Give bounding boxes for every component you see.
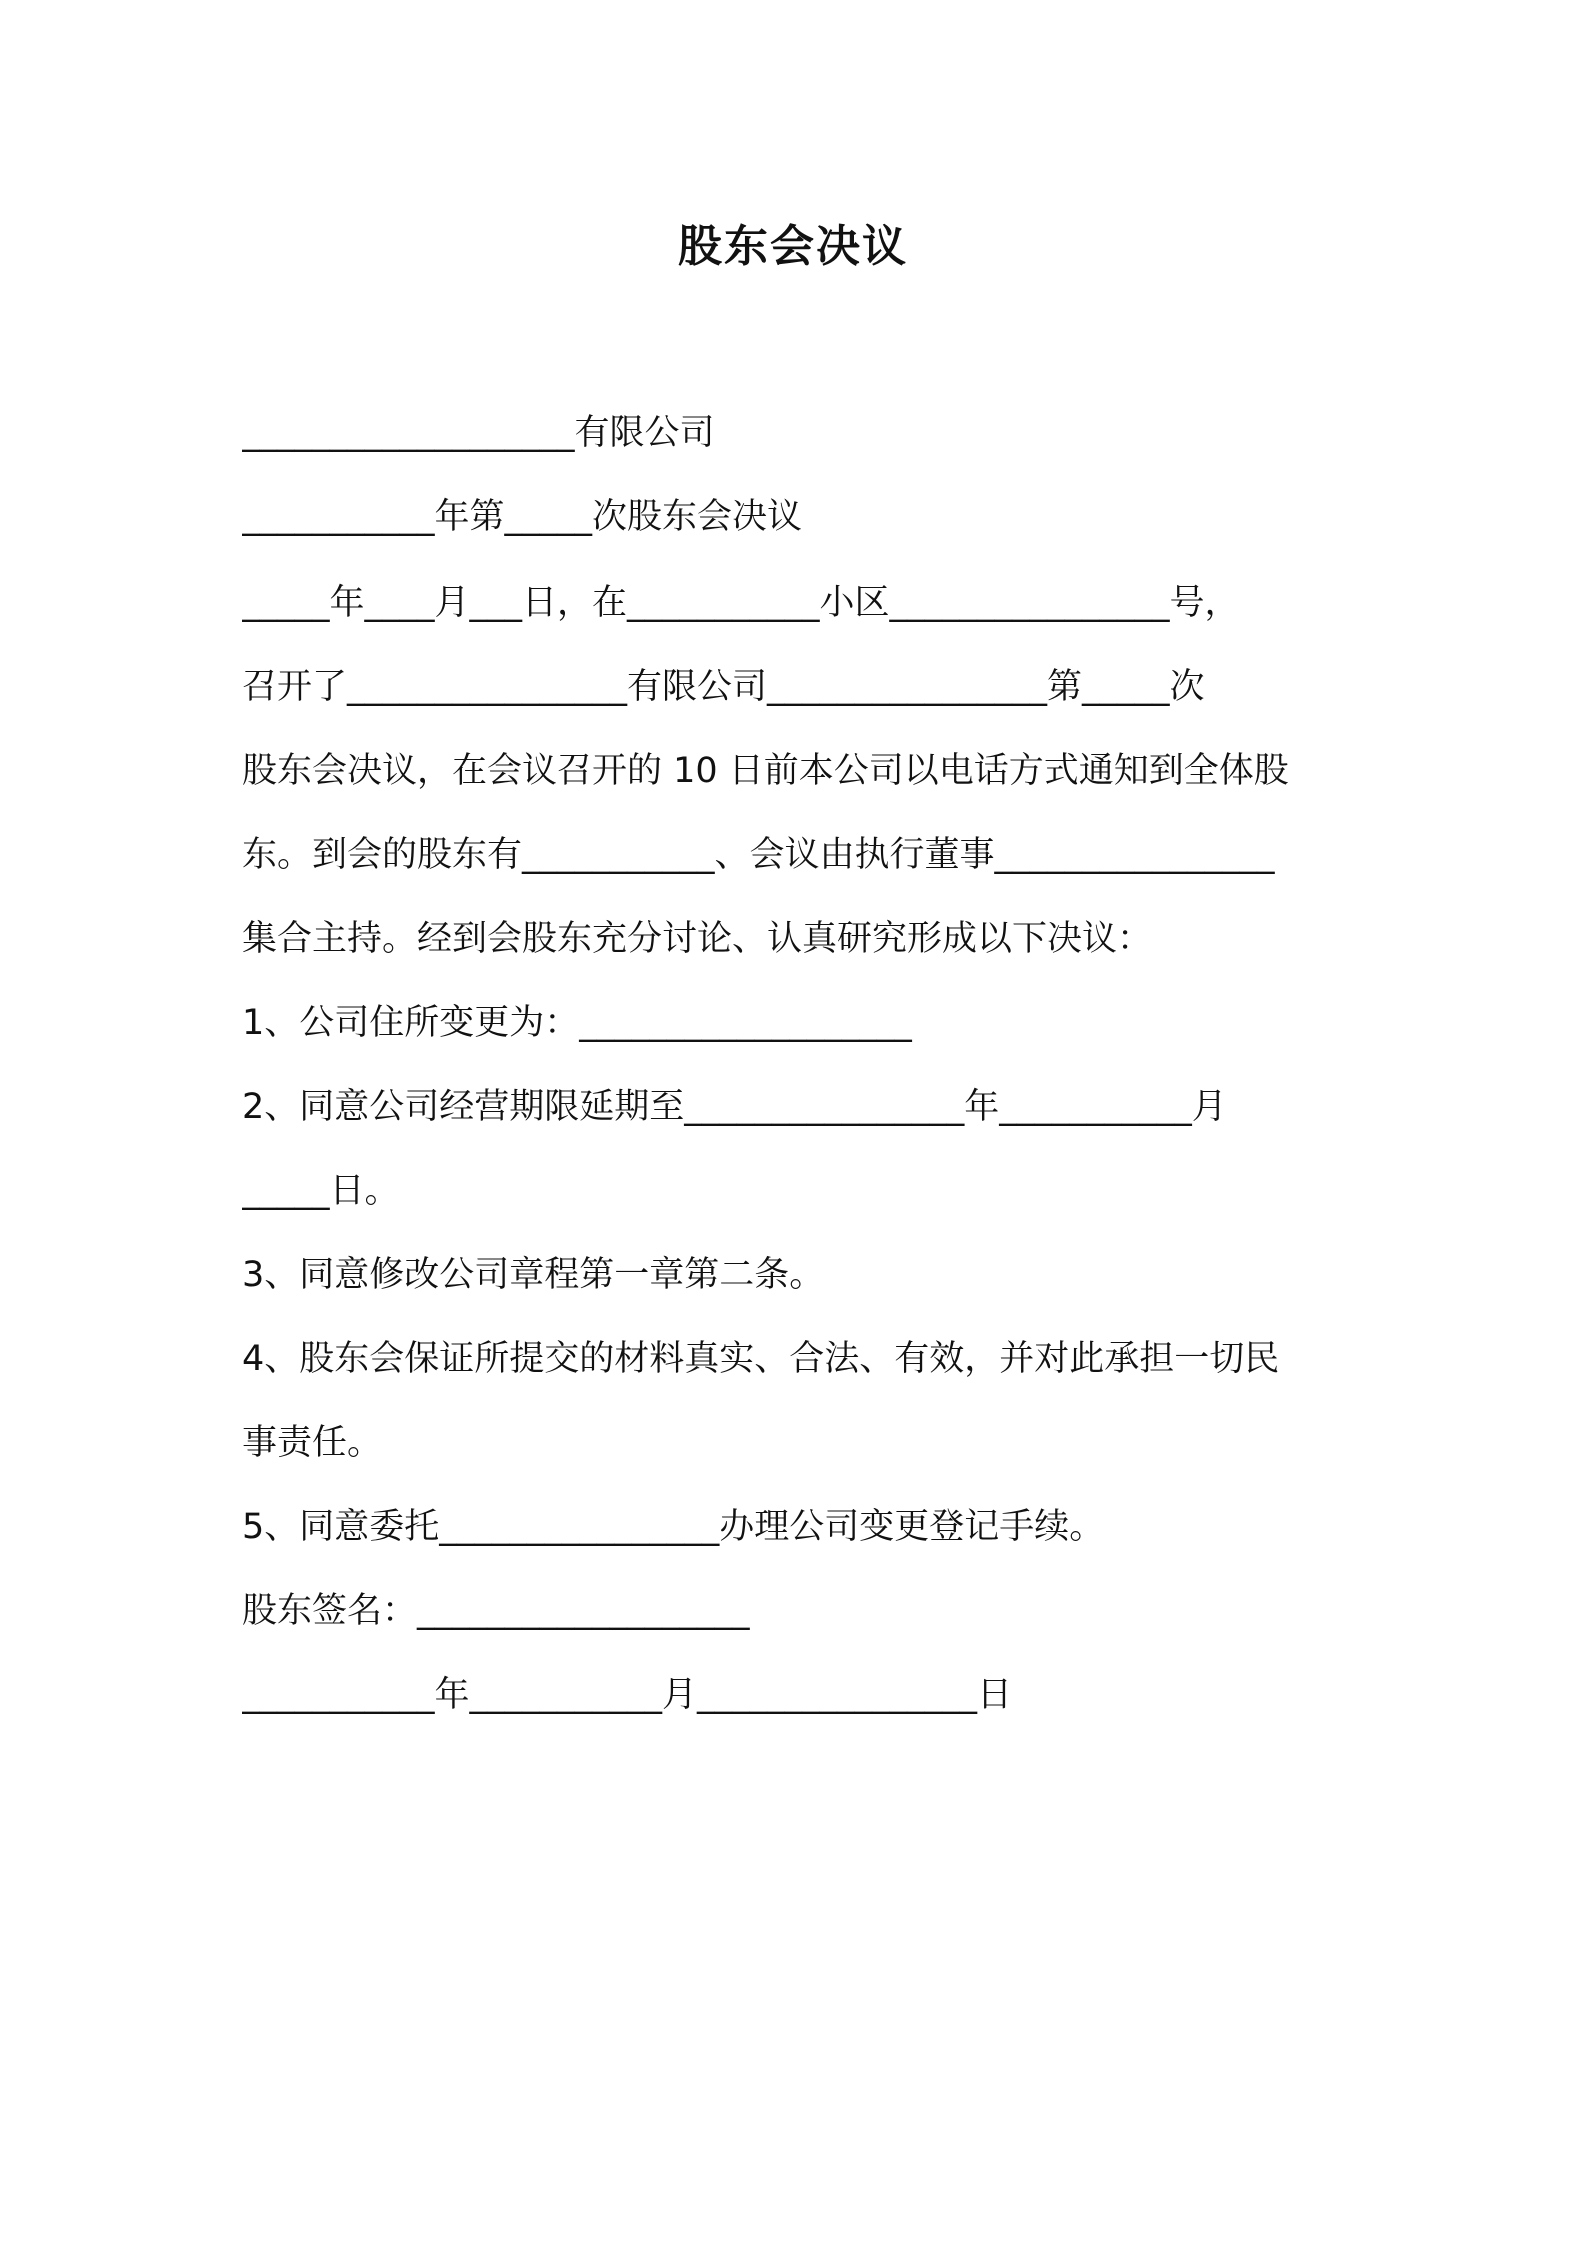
resolution-item-4: 4、股东会保证所提交的材料真实、合法、有效，并对此承担一切民 <box>242 1339 1280 1379</box>
resolution-item-4-cont: 事责任。 <box>242 1423 383 1463</box>
shareholder-signature-line: 股东签名：___________________ <box>242 1591 750 1631</box>
attendees-line: 东。到会的股东有___________、会议由执行董事________________ <box>242 835 1275 875</box>
resolution-item-2: 2、同意公司经营期限延期至________________年___________月 <box>242 1087 1227 1127</box>
resolution-item-3: 3、同意修改公司章程第一章第二条。 <box>242 1255 825 1295</box>
meeting-date-place-line: _____年____月___日，在___________小区________________号， <box>242 583 1240 623</box>
document-title: 股东会决议 <box>678 221 908 272</box>
resolution-item-5: 5、同意委托________________办理公司变更登记手续。 <box>242 1507 1105 1547</box>
resolution-item-2-cont: _____日。 <box>242 1171 400 1211</box>
resolution-intro-line: 集合主持。经到会股东充分讨论、认真研究形成以下决议： <box>242 919 1153 959</box>
resolution-item-1: 1、公司住所变更为：___________________ <box>242 1003 912 1043</box>
signature-date-line: ___________年___________月________________日 <box>242 1675 1013 1715</box>
notice-line: 股东会决议，在会议召开的 10 日前本公司以电话方式通知到全体股 <box>242 751 1289 791</box>
company-name-line: ___________________有限公司 <box>242 413 715 453</box>
meeting-convened-line: 召开了________________有限公司________________第_____次 <box>242 667 1205 707</box>
meeting-number-line: ___________年第_____次股东会决议 <box>242 497 803 537</box>
